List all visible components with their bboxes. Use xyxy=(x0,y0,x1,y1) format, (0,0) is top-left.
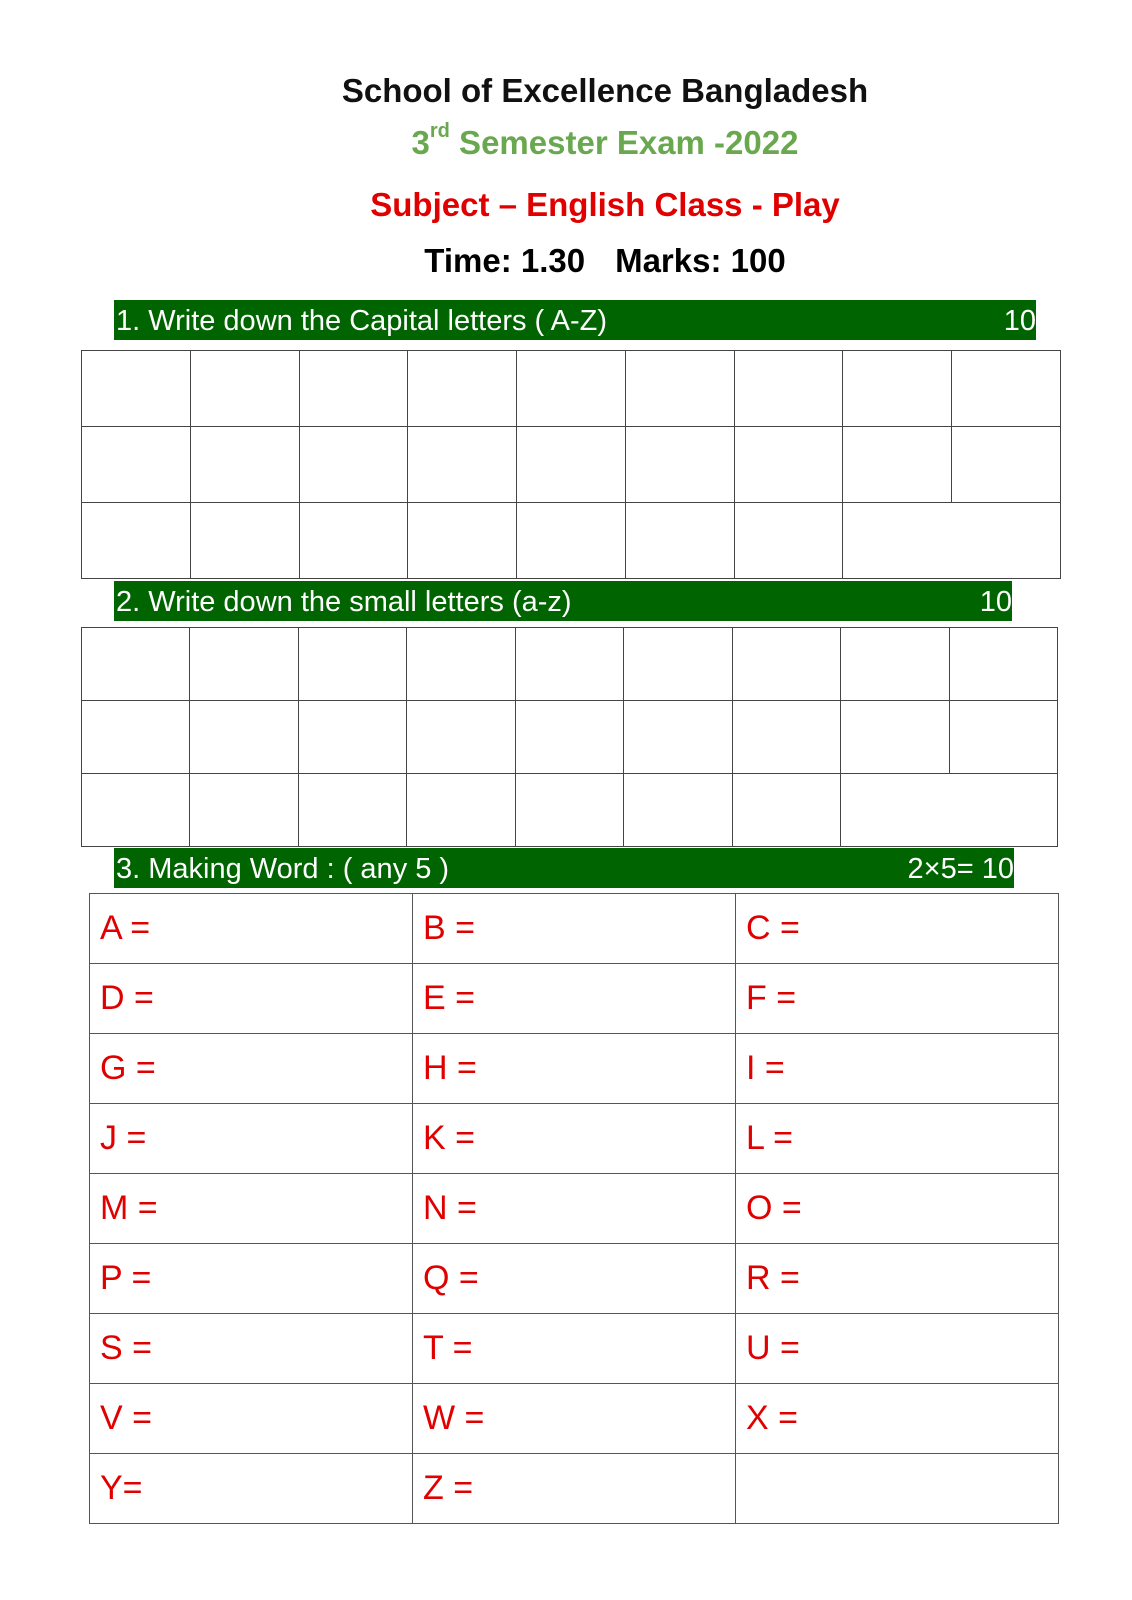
word-row xyxy=(90,1244,1059,1314)
grid-cell[interactable] xyxy=(952,427,1061,503)
grid-cell[interactable] xyxy=(408,351,517,427)
word-row xyxy=(90,1314,1059,1384)
word-cell[interactable]: X = xyxy=(736,1384,1059,1454)
grid-cell[interactable] xyxy=(517,427,626,503)
word-cell[interactable]: Q = xyxy=(413,1244,736,1314)
grid-cell[interactable] xyxy=(732,774,840,847)
grid-cell[interactable] xyxy=(734,351,843,427)
word-cell[interactable]: H = xyxy=(413,1034,736,1104)
grid-cell-wide[interactable] xyxy=(841,774,1058,847)
section3-question: 3. Making Word : ( any 5 ) xyxy=(116,853,450,885)
grid-cell[interactable] xyxy=(299,427,408,503)
grid-cell[interactable] xyxy=(82,774,190,847)
making-word-table xyxy=(89,893,1059,1524)
word-cell[interactable]: Y= xyxy=(90,1454,413,1524)
word-cell[interactable]: J = xyxy=(90,1104,413,1174)
grid-cell[interactable] xyxy=(407,774,515,847)
word-row xyxy=(90,1034,1059,1104)
grid-cell[interactable] xyxy=(517,503,626,579)
word-row xyxy=(90,894,1059,964)
section2-bar xyxy=(114,581,1012,621)
grid-cell[interactable] xyxy=(515,628,623,701)
word-row xyxy=(90,1104,1059,1174)
making-word-body xyxy=(90,894,1059,1524)
section1-question: 1. Write down the Capital letters ( A-Z) xyxy=(116,305,608,337)
grid-cell[interactable] xyxy=(949,628,1058,701)
grid-cell[interactable] xyxy=(82,701,190,774)
word-row xyxy=(90,1384,1059,1454)
word-cell[interactable]: L = xyxy=(736,1104,1059,1174)
grid-cell[interactable] xyxy=(190,701,298,774)
word-cell[interactable]: B = xyxy=(413,894,736,964)
semester-suffix: rd xyxy=(429,120,450,142)
section3-bar xyxy=(114,848,1014,888)
word-cell[interactable]: C = xyxy=(736,894,1059,964)
grid-cell[interactable] xyxy=(949,701,1058,774)
word-cell[interactable]: U = xyxy=(736,1314,1059,1384)
word-cell[interactable]: T = xyxy=(413,1314,736,1384)
word-row xyxy=(90,1174,1059,1244)
grid-cell[interactable] xyxy=(407,628,515,701)
grid-cell[interactable] xyxy=(841,701,949,774)
grid-cell[interactable] xyxy=(190,427,299,503)
time-marks-line xyxy=(0,242,1132,280)
grid-cell[interactable] xyxy=(841,628,949,701)
grid-cell[interactable] xyxy=(82,427,191,503)
semester-number: 3 xyxy=(411,124,430,161)
grid-cell[interactable] xyxy=(625,503,734,579)
word-cell[interactable]: W = xyxy=(413,1384,736,1454)
grid-cell[interactable] xyxy=(843,351,952,427)
marks-text: Marks: 100 xyxy=(615,242,786,279)
grid-cell[interactable] xyxy=(515,774,623,847)
word-cell[interactable]: E = xyxy=(413,964,736,1034)
word-cell[interactable]: M = xyxy=(90,1174,413,1244)
grid-cell[interactable] xyxy=(298,701,406,774)
grid-cell[interactable] xyxy=(625,427,734,503)
grid-cell[interactable] xyxy=(82,351,191,427)
word-cell[interactable]: G = xyxy=(90,1034,413,1104)
grid-cell[interactable] xyxy=(734,503,843,579)
grid-cell[interactable] xyxy=(732,628,840,701)
word-cell[interactable]: N = xyxy=(413,1174,736,1244)
grid-cell[interactable] xyxy=(732,701,840,774)
grid-cell[interactable] xyxy=(190,774,298,847)
semester-rest: Semester Exam -2022 xyxy=(449,124,799,161)
small-letters-grid xyxy=(81,627,1058,847)
word-cell[interactable]: O = xyxy=(736,1174,1059,1244)
grid-cell[interactable] xyxy=(190,351,299,427)
grid-cell[interactable] xyxy=(952,351,1061,427)
word-row xyxy=(90,1454,1059,1524)
grid-cell[interactable] xyxy=(734,427,843,503)
word-cell[interactable]: F = xyxy=(736,964,1059,1034)
school-name: School of Excellence Bangladesh xyxy=(341,72,869,109)
word-row xyxy=(90,964,1059,1034)
section1-marks: 10 xyxy=(1003,305,1036,337)
grid-cell[interactable] xyxy=(298,628,406,701)
subject-line: Subject – English Class - Play xyxy=(370,186,840,223)
word-cell[interactable]: K = xyxy=(413,1104,736,1174)
grid-cell[interactable] xyxy=(299,351,408,427)
section2-question: 2. Write down the small letters (a-z) xyxy=(116,586,572,618)
capital-letters-grid xyxy=(81,350,1061,579)
grid-cell[interactable] xyxy=(82,503,191,579)
grid-cell[interactable] xyxy=(515,701,623,774)
section2-marks: 10 xyxy=(979,586,1012,618)
grid-cell[interactable] xyxy=(624,701,732,774)
grid-cell[interactable] xyxy=(624,774,732,847)
word-cell[interactable]: S = xyxy=(90,1314,413,1384)
grid-cell[interactable] xyxy=(625,351,734,427)
grid-cell[interactable] xyxy=(299,503,408,579)
grid-cell[interactable] xyxy=(408,503,517,579)
word-cell[interactable]: D = xyxy=(90,964,413,1034)
grid-cell[interactable] xyxy=(624,628,732,701)
grid-cell[interactable] xyxy=(407,701,515,774)
word-cell[interactable] xyxy=(736,1454,1059,1524)
time-text: Time: 1.30 xyxy=(424,242,586,279)
grid-cell[interactable] xyxy=(190,628,298,701)
grid-cell[interactable] xyxy=(517,351,626,427)
grid-cell[interactable] xyxy=(298,774,406,847)
grid-cell[interactable] xyxy=(408,427,517,503)
word-cell[interactable]: R = xyxy=(736,1244,1059,1314)
word-cell[interactable]: Z = xyxy=(413,1454,736,1524)
grid-cell[interactable] xyxy=(843,427,952,503)
section3-marks: 2×5= 10 xyxy=(907,853,1014,885)
grid-cell[interactable] xyxy=(190,503,299,579)
word-cell[interactable]: I = xyxy=(736,1034,1059,1104)
word-cell[interactable]: V = xyxy=(90,1384,413,1454)
grid-cell[interactable] xyxy=(82,628,190,701)
grid-cell-wide[interactable] xyxy=(843,503,1061,579)
word-cell[interactable]: P = xyxy=(90,1244,413,1314)
section1-bar xyxy=(114,300,1036,340)
exam-title xyxy=(0,120,1132,162)
word-cell[interactable]: A = xyxy=(90,894,413,964)
